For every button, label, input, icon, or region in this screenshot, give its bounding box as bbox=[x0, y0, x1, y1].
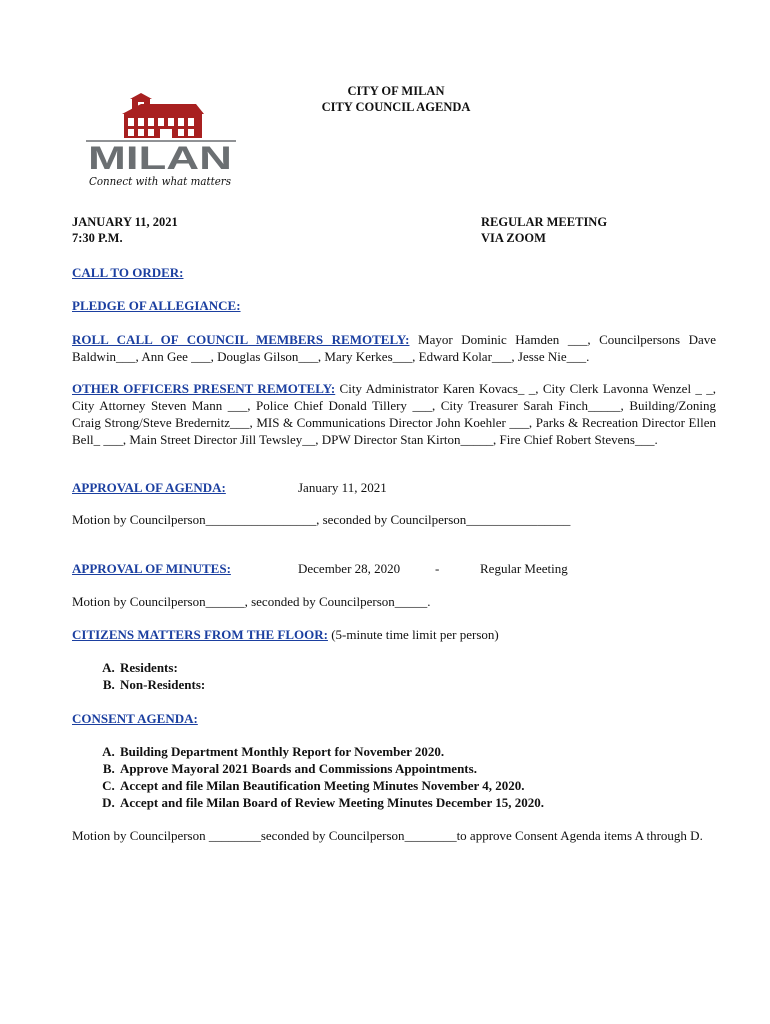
milan-logo bbox=[86, 92, 236, 188]
consent-section bbox=[72, 710, 716, 727]
other-officers-text: City Administrator Karen Kovacs_ _, City Clerk Lavonna Wenzel _ _, City Attorney Steven Mann ___, Police Chief Donald Tillery ___, City Treasurer Sarah Finch_____, Building/Zoning Craig Strong/Steve Bredernitz___, MIS & Communications Director John Koehler ___, Parks & Recreation Director Ellen Bell_ ___, Main Street Director Jill Tewsley__, DPW Director Stan Kirton_____, Fire Chief Robert Stevens___. bbox=[72, 381, 716, 447]
meeting-venue: VIA ZOOM bbox=[481, 231, 546, 245]
citizens-section bbox=[72, 626, 716, 643]
list-item: B. Approve Mayoral 2021 Boards and Commissions Appointments. bbox=[118, 760, 716, 777]
city-title: CITY OF MILAN bbox=[347, 84, 445, 98]
list-item: B. Non-Residents: bbox=[118, 676, 716, 693]
consent-motion-end: to approve Consent Agenda items A through D. bbox=[456, 828, 703, 843]
other-officers-section bbox=[72, 380, 716, 448]
building-icon bbox=[122, 93, 204, 138]
meeting-type: REGULAR MEETING bbox=[481, 215, 608, 229]
pledge-heading: PLEDGE OF ALLEGIANCE: bbox=[72, 298, 241, 313]
approval-minutes-motion-text: Motion by Councilperson______, seconded by Councilperson_____. bbox=[72, 594, 431, 609]
approval-agenda-motion bbox=[72, 511, 716, 528]
consent-motion bbox=[72, 827, 716, 844]
citizens-list bbox=[72, 659, 716, 693]
approval-minutes-dash: - bbox=[435, 561, 440, 576]
consent-heading: CONSENT AGENDA: bbox=[72, 711, 198, 726]
consent-list bbox=[72, 743, 716, 811]
pledge-section bbox=[72, 297, 716, 314]
consent-motion-blank: ________ bbox=[404, 828, 457, 843]
roll-call-text: Mayor Dominic Hamden ___, Councilpersons Dave Baldwin___, Ann Gee ___, Douglas Gilson___, Mary Kerkes___, Edward Kolar___, Jesse Nie___. bbox=[72, 332, 716, 364]
list-item: A. Building Department Monthly Report for November 2020. bbox=[118, 743, 716, 760]
meeting-time: 7:30 P.M. bbox=[72, 231, 123, 245]
list-item: D. Accept and file Milan Board of Review Meeting Minutes December 15, 2020. bbox=[118, 794, 716, 811]
call-to-order-heading: CALL TO ORDER: bbox=[72, 265, 184, 280]
call-to-order-section bbox=[72, 264, 716, 281]
agenda-title: CITY COUNCIL AGENDA bbox=[321, 100, 471, 114]
approval-agenda-motion-text: Motion by Councilperson_________________, seconded by Councilperson___________ bbox=[72, 512, 538, 527]
citizens-heading: CITIZENS MATTERS FROM THE FLOOR: bbox=[72, 627, 328, 642]
approval-minutes-type: Regular Meeting bbox=[480, 561, 568, 576]
approval-agenda-heading: APPROVAL OF AGENDA: bbox=[72, 480, 226, 495]
logo-wordmark: MILAN bbox=[88, 140, 232, 176]
meeting-date: JANUARY 11, 2021 bbox=[72, 215, 178, 229]
approval-minutes-motion bbox=[72, 593, 716, 610]
citizens-note: (5-minute time limit per person) bbox=[327, 627, 499, 642]
list-item: C. Accept and file Milan Beautification Meeting Minutes November 4, 2020. bbox=[118, 777, 716, 794]
other-officers-heading: OTHER OFFICERS PRESENT REMOTELY: bbox=[72, 381, 336, 396]
logo-tagline: Connect with what matters bbox=[89, 175, 232, 188]
approval-agenda-motion-tail: _____ bbox=[537, 512, 571, 527]
approval-agenda-section bbox=[72, 479, 716, 496]
approval-minutes-section bbox=[72, 560, 716, 577]
roll-call-section bbox=[72, 331, 716, 365]
list-item: A. Residents: bbox=[118, 659, 716, 676]
roll-call-heading: ROLL CALL OF COUNCIL MEMBERS REMOTELY: bbox=[72, 332, 410, 347]
approval-agenda-date: January 11, 2021 bbox=[298, 480, 387, 495]
approval-minutes-heading: APPROVAL OF MINUTES: bbox=[72, 561, 231, 576]
consent-motion-text: Motion by Councilperson ________seconded by Councilperson bbox=[72, 828, 405, 843]
approval-minutes-date: December 28, 2020 bbox=[298, 561, 401, 576]
